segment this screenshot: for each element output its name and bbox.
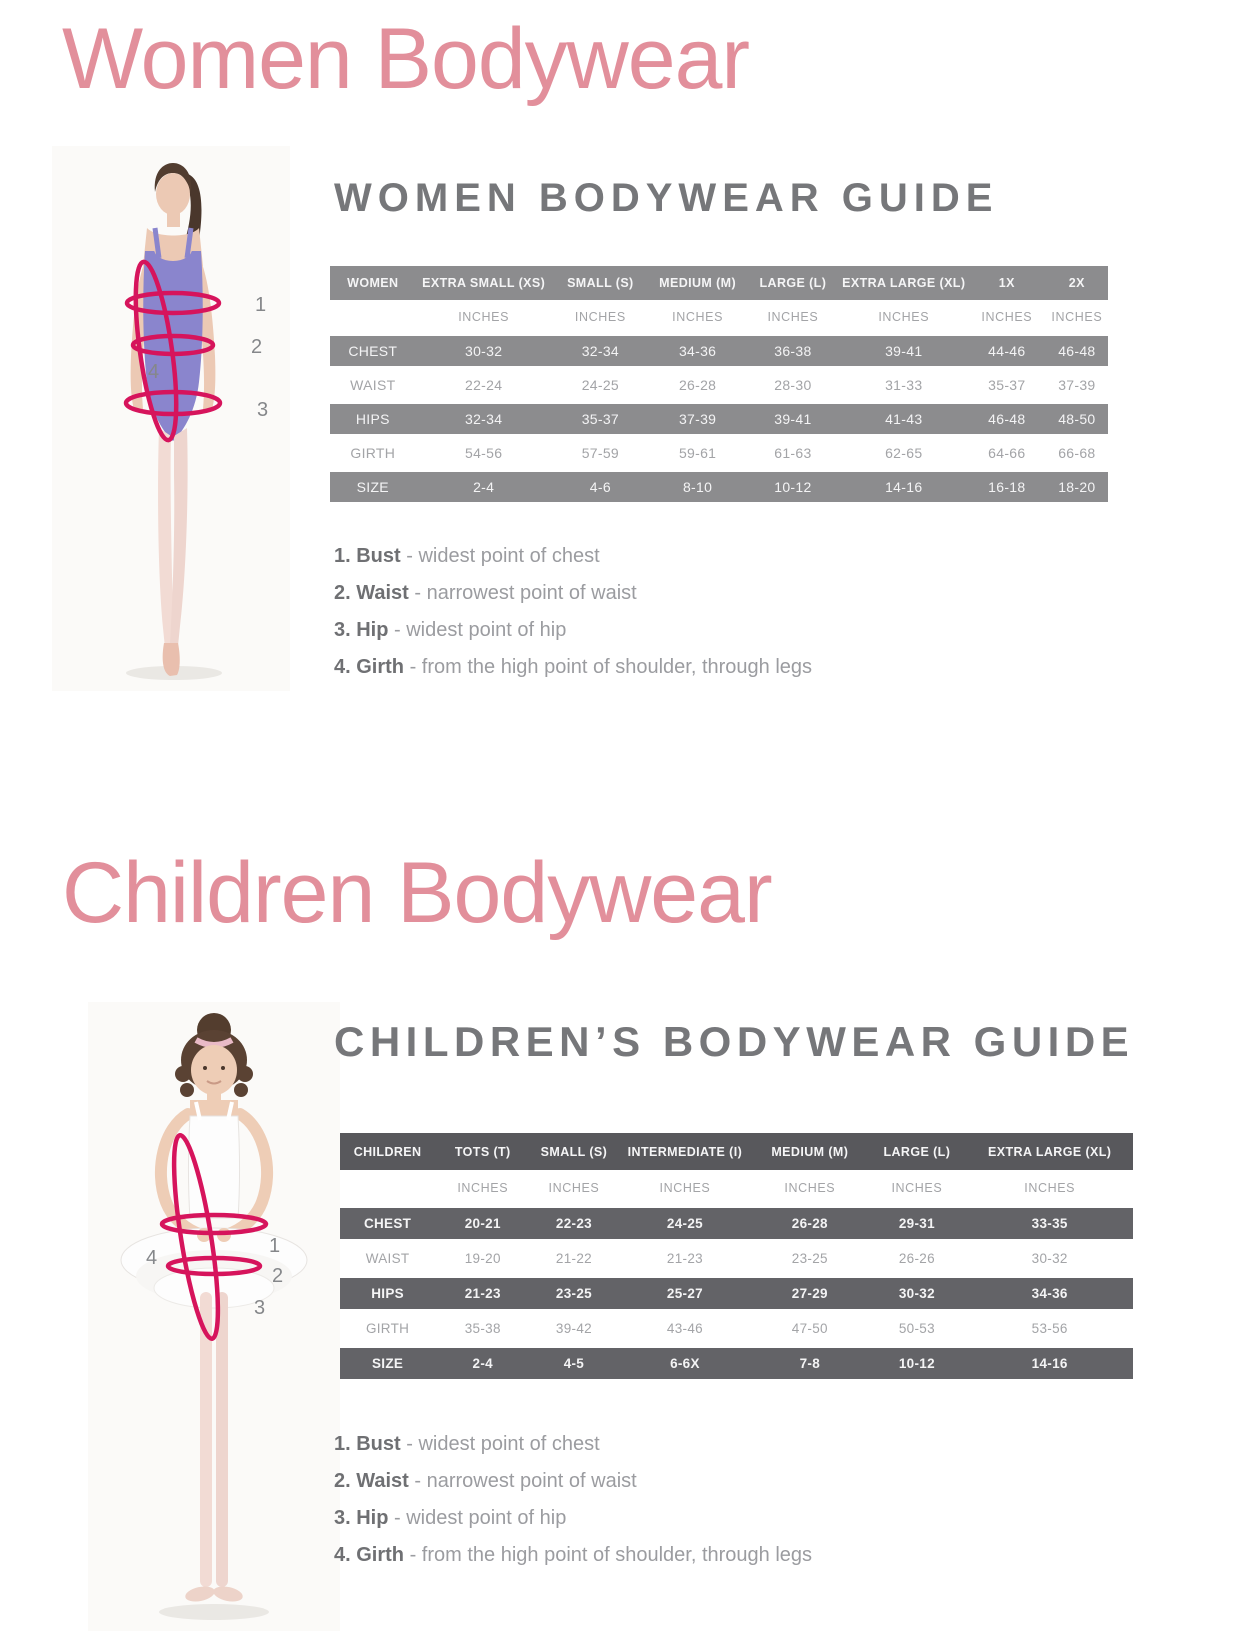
column-header: SMALL (S) [567,276,634,290]
table-cell: 8-10 [682,479,713,495]
table-row-girth [340,1311,1133,1346]
row-label: HIPS [371,1286,404,1301]
floor-shadow [159,1604,269,1620]
table-row-hips [340,1276,1133,1311]
legend-term: 2. Waist [334,1470,409,1492]
legend-desc: - from the high point of shoulder, through legs [404,1544,813,1566]
table-cell: 18-20 [1058,479,1096,495]
children-section-title: Children Bodywear [62,845,772,941]
table-cell: 21-23 [666,1251,703,1266]
legend-term: 1. Bust [334,1433,401,1455]
units-label: INCHES [548,1181,600,1195]
row-label: GIRTH [365,1321,410,1336]
legend-item-girth [334,649,812,686]
column-header: LARGE (L) [759,276,827,290]
bust-marker: 1 [269,1235,281,1257]
table-cell: 32-34 [581,343,619,359]
child-dancer-illustration [88,1002,340,1631]
column-header: TOTS (T) [454,1144,511,1159]
legend-item-bust [334,538,812,575]
hair-curl [234,1083,248,1097]
children-measurement-legend [334,1426,812,1574]
column-header: INTERMEDIATE (I) [627,1144,743,1159]
units-label: INCHES [1051,310,1103,324]
units-label: INCHES [784,1181,836,1195]
table-row-size [330,470,1108,504]
table-cell: 19-20 [464,1251,501,1266]
legend-item-waist [334,1463,812,1500]
row-label: CHEST [348,343,398,359]
table-cell: 46-48 [1058,343,1096,359]
table-cell: 20-21 [464,1216,501,1231]
legend-desc: - narrowest point of waist [408,582,637,604]
legend-desc: - widest point of hip [388,619,567,641]
table-cell: 62-65 [885,445,923,461]
table-cell: 35-38 [464,1321,501,1336]
table-row-girth [330,436,1108,470]
legend-item-hip [334,612,812,649]
waist-marker: 2 [272,1265,284,1287]
legend-item-bust [334,1426,812,1463]
table-cell: 48-50 [1058,411,1096,427]
women-dancer-illustration [52,146,290,691]
table-cell: 41-43 [885,411,923,427]
table-cell: 39-42 [555,1321,592,1336]
table-cell: 64-66 [988,445,1026,461]
women-table-units-row [330,300,1108,334]
table-cell: 14-16 [1031,1356,1068,1371]
neck [167,210,180,227]
table-cell: 26-26 [898,1251,935,1266]
hip-marker: 3 [257,399,269,421]
units-label: INCHES [457,1181,509,1195]
women-table-header-row [330,266,1108,300]
table-row-chest [330,334,1108,368]
waist-marker: 2 [251,336,263,358]
face [191,1045,237,1095]
legend-term: 4. Girth [334,1544,405,1566]
legend-term: 2. Waist [334,582,409,604]
table-cell: 37-39 [678,411,717,427]
table-cell: 24-25 [581,377,619,393]
children-size-table [340,1133,1133,1381]
table-cell: 2-4 [472,1356,493,1371]
column-header: SMALL (S) [540,1144,608,1159]
legend-term: 3. Hip [334,619,389,641]
units-label: INCHES [672,310,724,324]
row-label: CHEST [363,1216,412,1231]
table-cell: 26-28 [791,1216,828,1231]
table-cell: 59-61 [678,445,717,461]
row-label: GIRTH [350,445,396,461]
units-label: INCHES [981,310,1033,324]
table-cell: 2-4 [473,479,495,495]
bust-marker: 1 [255,294,267,316]
units-label: INCHES [767,310,819,324]
table-cell: 57-59 [581,445,619,461]
units-label: INCHES [1024,1181,1076,1195]
table-cell: 23-25 [791,1251,828,1266]
legend-item-girth [334,1537,812,1574]
units-label: INCHES [659,1181,711,1195]
table-cell: 54-56 [464,445,503,461]
right-leg-tights [216,1292,228,1587]
table-cell: 6-6X [670,1356,700,1371]
table-cell: 21-23 [464,1286,501,1301]
legend-term: 1. Bust [334,545,401,567]
legend-desc: - from the high point of shoulder, through legs [404,656,813,678]
table-cell: 33-35 [1031,1216,1068,1231]
column-header: EXTRA LARGE (XL) [842,276,966,290]
table-cell: 53-56 [1031,1321,1068,1336]
legend-desc: - widest point of chest [400,545,600,567]
table-row-hips [330,402,1108,436]
table-cell: 39-41 [885,343,923,359]
units-label: INCHES [891,1181,943,1195]
table-cell: 50-53 [898,1321,935,1336]
row-label: WAIST [350,377,396,393]
table-cell: 27-29 [791,1286,828,1301]
row-label: SIZE [371,1356,404,1371]
row-label: HIPS [355,411,390,427]
table-cell: 10-12 [774,479,812,495]
table-cell: 35-37 [581,411,619,427]
table-cell: 4-5 [563,1356,585,1371]
table-cell: 30-32 [464,343,503,359]
table-cell: 24-25 [666,1216,703,1231]
legend-term: 3. Hip [334,1507,389,1529]
table-cell: 66-68 [1058,445,1096,461]
table-cell: 34-36 [1031,1286,1068,1301]
table-cell: 21-22 [555,1251,592,1266]
column-header: LARGE (L) [883,1144,951,1159]
children-guide-title: CHILDREN’S BODYWEAR GUIDE [334,1018,1135,1065]
table-cell: 47-50 [791,1321,828,1336]
table-corner-label: CHILDREN [353,1144,422,1159]
table-cell: 36-38 [774,343,812,359]
table-corner-label: WOMEN [347,276,399,290]
hip-marker: 3 [254,1297,266,1319]
child-dancer-figure [88,1002,340,1631]
table-cell: 26-28 [678,377,717,393]
column-header: MEDIUM (M) [659,276,737,290]
units-label: INCHES [878,310,930,324]
legend-desc: - widest point of hip [388,1507,567,1529]
units-label: INCHES [574,310,626,324]
column-header: EXTRA LARGE (XL) [988,1144,1112,1159]
legend-desc: - narrowest point of waist [408,1470,637,1492]
table-row-waist [340,1241,1133,1276]
row-label: SIZE [356,479,389,495]
table-cell: 16-18 [988,479,1026,495]
table-row-waist [330,368,1108,402]
units-label: INCHES [458,310,510,324]
hair-curl [180,1083,194,1097]
table-cell: 25-27 [666,1286,703,1301]
table-cell: 39-41 [774,411,812,427]
table-cell: 4-6 [589,479,611,495]
legend-term: 4. Girth [334,656,405,678]
table-cell: 34-36 [678,343,717,359]
table-cell: 37-39 [1058,377,1096,393]
table-cell: 28-30 [774,377,812,393]
table-cell: 31-33 [885,377,923,393]
column-header: EXTRA SMALL (XS) [422,276,546,290]
women-size-table [330,266,1108,504]
table-cell: 61-63 [774,445,812,461]
children-table-units-row [340,1170,1133,1206]
column-header: 1X [998,276,1015,290]
girth-marker: 4 [146,1247,158,1269]
girth-marker: 4 [148,361,160,383]
legend-item-waist [334,575,812,612]
table-cell: 23-25 [555,1286,592,1301]
column-header: MEDIUM (M) [771,1144,849,1159]
table-cell: 30-32 [898,1286,935,1301]
row-label: WAIST [365,1251,410,1266]
women-measurement-legend [334,538,812,686]
table-cell: 43-46 [666,1321,703,1336]
table-cell: 22-23 [555,1216,592,1231]
women-section-title: Women Bodywear [62,11,750,107]
table-row-size [340,1346,1133,1381]
table-cell: 22-24 [464,377,503,393]
hair-curl [175,1066,191,1082]
table-cell: 29-31 [898,1216,935,1231]
column-header: 2X [1068,276,1085,290]
women-guide-title: WOMEN BODYWEAR GUIDE [334,176,999,220]
table-cell: 35-37 [988,377,1026,393]
table-cell: 14-16 [885,479,923,495]
table-cell: 44-46 [988,343,1026,359]
children-table-header-row [340,1133,1133,1170]
table-row-chest [340,1206,1133,1241]
table-cell: 10-12 [898,1356,935,1371]
table-cell: 32-34 [464,411,503,427]
table-cell: 7-8 [799,1356,821,1371]
table-cell: 30-32 [1031,1251,1068,1266]
pointe-shoes [163,643,180,676]
eye [221,1066,225,1070]
table-cell: 46-48 [988,411,1026,427]
women-dancer-figure [52,146,290,691]
legend-desc: - widest point of chest [400,1433,600,1455]
legend-item-hip [334,1500,812,1537]
eye [203,1066,207,1070]
hair-curl [237,1066,253,1082]
